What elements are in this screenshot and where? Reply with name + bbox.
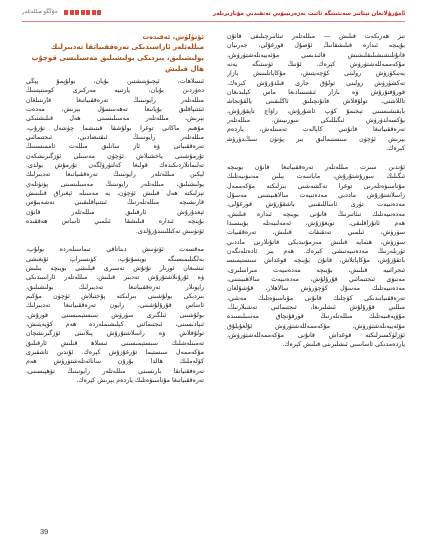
text-line: ﺋﯩﺠﺮﺍﺋﯩﻴﻪ ﻗﯩﻠﯩﺶ، ﺑﯘﻳﯩﭽﻪ ﻣﻪﺩﻩﻧﯩﻴﻪﺕ ﻣﯩﺮﺍﺳﻠﯩﺮﻯ، xyxy=(227,266,405,274)
text-line: ﺳﯜﺭﯛﺵ، ﺋﯩﻠﻤﯩﻲ ﺗﻪﺗﻘﯩﻘﺎﺕ ﻗﯩﻠﯩﺶ، ﺗﻪﺭﻩﻗﻘﯩﻴﺎﺕ xyxy=(227,229,405,237)
text-line: ﺗﯩﺸﯩﻐﺎﻥ ﺋﻮﺭﻧﺎﺭ ﺗﯘﺗﯘﺵ ﺗﻪﺳﯩﺮﻯ ﻗﯧﻠﯩﺸﻰ ﺑﻮﻳﯩﭽﻪ ﺑﯩﻠﯩﺶ xyxy=(26,264,204,272)
text-line: ﺗﯧﺰﻟﯩﻜﺘﻪ ﻫﻪﻝ ﻗﯩﻠﯩﺶ ﺋﯜﭼﯜﻥ، ﻳﻪ ﻣﻪﺳﯩﻠﻪ ﺋﯧﻐﯩﺮﺍﻕ ﻗﯩﻠﯩﻨﯩﺶ xyxy=(26,190,204,198)
text-line: ﻣﻪﻗﺴﻪﺕ ﺋﯚﺗﯜﻧﯩﺶ ﺩﯨﻨﺎﺗﺎﻗﻰ ﺗﯩﻤﺎﺳﯩﻠﻪﺭﺩﻩ ﺑﻮﻟﯘﭖ، xyxy=(26,246,204,254)
text-line: ﺩﻩﯞﺭﺩﯨﻦ ﺑﯘﻳﺎﻥ، ﭘﺎﺭﺗﯩﻴﻪ ﻣﻪﺭﻛﯩﺰﻯ ﻛﻮﻣﯩﺘﯧﺘﯩﻨﯩﯔ xyxy=(26,87,204,95)
text-line: ﺗﻪﻣﯩﻨﻠﻪﺷﻠﯩﻚ ﺳﯩﺴﺘﯧﻤﯩﺴﯩﻨﻰ ﺋﯩﺴﻼﻫ ﻗﯩﻠﯩﺶ ﺋﺎﺭﻗﯩﻠﯩﻖ xyxy=(26,339,204,347)
text-line: ﺭﺍﺳﻼﺷﺘﯘﺭﯗﺵ ﻣﺎﺩﺩﯨﻲ ﻣﻪﺩﻩﻧﯩﻴﻪﺕ ﺳﺎﻻﻫﯩﻴﯩﺘﯩﻨﻰ ﻣﻪﺳﯘﻝ xyxy=(227,191,405,199)
text-line: ﺗﻪﺭﻩﻗﻘﯩﻴﺎﺗﯩﻐﺎ ﻣﯘﻧﺎﺳﯩﯟﻩﺗﻠﯩﻚ ﻳﺎﺭﺩﻩﻡ ﺑﯧﺮﯨﺶ ﻛﯧﺮﻩﻙ. xyxy=(76,377,204,384)
text-line: ﺋﯩﮕﯩﻠﯩﻚ ﺳﻮﺭﯗﺷﺘﯘﺭﯗﺵ، ﻣﺎﻳﺎﺳﻪﺕ ﻳﯩﻠﯩﻦ ﻣﻪﻧﯩﯟﯨﻴﻪﺗﻠﯩﻚ xyxy=(227,173,405,181)
ornament-square xyxy=(81,10,85,15)
text-line: ﺑﯘﻳﯩﭽﻪ ﺋﯩﺪﺍﺭﻩ ﻗﯩﻠﯩﺸﻘﺎ ﺋﯩﻠﻤﯩﻲ ﺋﺎﺳﺎﺱ ﻫﻪﻗﻘﯩﺪﻩ xyxy=(26,218,204,226)
text-line: ﻣﯘﺋﻪﻳﻴﻪﻧﻠﻪﺷﺘﯜﺭﯛﺵ، ﻣﯘﻛﻪﻣﻤﻪﻟﻠﻪﺷﺘﯜﺭﯛﺵ ﺋﯘﻟﻐﯘﻳﻠﯘﻕ xyxy=(227,322,405,330)
text-line: ﺭﺍﻳﻮﻧﻼﺭ ﺗﻪﺭﻩﻗﻘﯩﻴﺎﺗﯩﻐﺎ ﺗﻪﺩﺑﯩﺮﻟﯩﻚ ﺑﻮﻟﯩﺸﯩﻠﯩﻖ، xyxy=(26,283,204,291)
text-line: ﻳﺎﺭﺩﻩﻣﺪﯨﻜﻰ ﺋﺎﺳﺎﺳﯩﻲ ﺋﯩﺸﻠﯩﺮﯨﻨﻰ ﻗﯩﻠﯩﺶ ﻛﯧﺮﻩﻙ. xyxy=(282,341,405,349)
ornament-square xyxy=(92,10,96,15)
text-line: ﺋﯚﺗﯜﻧﯩﺶ ﺗﻪﻛﯩﻠﻠﯩﻨﯩﺪﯗﺭﯗﻟﺪﻯ. xyxy=(135,227,204,235)
text-line: ﻣﯩﻠﻠﯩﻲ ﻗﯘﺭﯗﻟﯘﺵ ﺋﯩﺸﻠﯩﺮﯨﻐﺎ، ﺋﯩﺠﺘﯩﻤﺎﺋﯩﻲ ﺗﻪﺷﯩﻼﺭﻧﯩﯔ، xyxy=(227,303,405,311)
text-line: ﻣﯘﻧﺎﺳﯩﯟﻩﺗﻠﻪﺭﻧﻰ ﺗﻮﻏﺮﺍ ﺗﻪﯕﺸﻪﺷﻨﻰ ﺑﯩﺮﻟﯩﻜﺘﻪ ﻣﯘﻛﻪﻣﻤﻪﻝ xyxy=(227,182,405,190)
text-line: ﺑﺎﻳﻘﯩﺸﯩﺴﯩﻨﻰ ﺗﯧﺨﯩﻤﯘ ﻛﯚﭖ ﺋﺎﺷﯘﺭﯗﺵ، ﺭﺍﯞﺍﺝ ﺗﺎﭘﻘﯘﺯﯗﺵ، xyxy=(227,107,405,115)
text-line: ﻛﯧﺮﻩﻙ. xyxy=(386,145,405,153)
text-line: ﻳﻪﻧﯩﻜﯚﺭﯛﺵ ﺭﻭﻟﯩﻨﻰ ﻛﯚﭼﻪﻳﺘﯩﺶ، ﻣﯘﻛﺎﭘﺎﺗﻠﯩﻨﯩﺶ ﺑﺎﺯﺍﺭ xyxy=(227,70,405,78)
ornament-square xyxy=(64,10,68,15)
running-header-title: ﯪﻣﯘﺭﯘﻻﻧﻐﺎﻥ ﺗﯧﺌﺎﺗﯩﺮ ﺳﻪﻧﺌﯩﺘﯩﮕﻪ ﺋﺎﺋﯩﺖ ﻧﻪﺯﻩﺭﯨﻴﯩﯟﯨﻲ ﺗﻪﻧﻘﯩﺪﯨﻲ ﻣﯘﻧﺎﺯﯨﺮﯨﻠﻪﺭ xyxy=(212,11,405,17)
text-line: ﻣﯩﻠﻠﻪﺗﻠﻪﺭ ﺭﺍﻳﻮﻧﯩﻨﯩﯔ ﺋﯩﻘﺘﯩﺼﺎﺩﯨﻲ، ﺋﯩﺠﺘﯩﻤﺎﺋﯩﻲ xyxy=(26,134,204,142)
text-line: ﺋﯘﻧﺪﯨﻦ ﺳﯩﺮﺕ ﻣﯩﻠﻠﻪﺗﻠﻪﺭ ﺗﻪﺭﻩﻗﻘﯩﻴﺎﺗﯩﻐﺎ ﻗﺎﻧﯘﻥ ﺑﻮﻳﯩﭽﻪ xyxy=(227,163,405,171)
text-line: ﺗﻪﺭﻩﻗﻘﯩﻴﺎﺗﯩﻐﺎ ﻗﺎﻧﯘﻧﯩﻲ ﻛﺎﭘﺎﻟﻪﺕ ﺗﻪﻣﯩﻨﻠﻪﺵ، ﻳﺎﺭﺩﻩﻡ xyxy=(227,126,405,134)
text-line: ﯞﻩ ﺋﯘﺭﯗﻧﻼﺷﺘﯘﺭﯗﺵ ﺗﻪﺩﺑﯩﺮ ﻗﯩﻠﯩﺶ. ﻣﯩﻠﻠﻪﺗﻠﻪﺭ ﺋﺎﺭﺍﺳﯩﺪﯨﻜﻰ xyxy=(26,274,204,282)
text-line: ﺗﯘﺭﻣﯘﺷﯩﻨﻰ ﻳﺎﺧﺸﯩﻼﺵ ﺋﯜﭼﯜﻥ ﻣﻪﺳﯩﻠﻰ ﺋﯚﺯﮔﯩﺮﯨﺸﻜﻪﻥ xyxy=(26,152,204,160)
text-line: ﺗﻪﺭﻩﻗﻘﯩﻴﺎﺗﻘﺎ ﺑﺎﺭﯨﺴﯩﻨﻰ ﻣﯩﻠﻠﻪﺗﻠﻪﺭ ﺭﺍﻳﻮﻧﯩﻨﯩﯔ ﺗﯚﻫﭙﯩﺴﯩﻨﻰ، xyxy=(26,367,204,375)
ornament-square xyxy=(75,10,79,15)
page-number: 39 xyxy=(40,527,49,536)
text-line: ﺑﯘﻳﯩﭽﻪ ﺋﯩﺪﺍﺭﻩ ﻗﯩﻠﯩﺸﻘﺎﻧﯩﯔ ﺋﯘﺻﯘﻝ ﻗﻮﺭﻏﯘﻟﻰ، ﺟﻪﺭﯨﻴﺎﻥ xyxy=(227,42,405,50)
text-line: ﺗﺎﻟﻼﺷﻨﻰ، ﺗﻮﻟﯘﻗﻼﺵ ﻗﺎﻧﯘﻧﭽﯩﻠﯩﻖ ﺋﺎﯕﻠﯩﻘﯩﻨﻰ ﻳﺎﻟﻘﯘﻧﺠﺎﺷ xyxy=(227,98,405,106)
text-line: ﻗﺎﻧﯘﻧﻠﯩﺸﯩﺸﯩﻠﯩﻘﻠﯩﺸﯩﺶ ﻗﺎﺋﯩﺪﯨﺴﻰ ﻣﯘﺋﻪﻳﻴﻪﻧﻠﻪﺷﺘﯜﺭﯛﺵ، xyxy=(227,51,405,59)
text-line: ﺑﻪﻟﮕﯩﻠﯩﻤﯩﺴﯩﮕﻪ ﺑﻮﻳﺴﯘﻧﯘﭖ، ﻛﯜﻧﺴﯩﺮﺍﭖ ﺋﯘﻳﻐﯩﺸﻰ xyxy=(26,255,204,263)
text-line: ﻗﺎﺭﯨﺸﯩﭽﻪ ﻣﯩﻠﻠﻪﺗﻠﻪﺭﻧﯩﯔ ﺋﯩﺘﺘﯩﭙﺎﻗﻠﯩﻘﯩﻨﻰ ﺗﻪﺷﻪﺑﺒﯘﺱ xyxy=(26,199,204,207)
text-line: ﺑﯩﺮﺩﯨﻜﻰ ﺑﻮﻟﯘﺷﯩﻨﻰ ﺑﯩﺮﻟﯩﻜﺘﻪ ﭘﯘﺧﺘﯩﻼﺵ ﺋﯜﭼﯜﻥ ﻣﯘﻛﯩﻢ xyxy=(26,292,204,300)
text-line xyxy=(26,236,204,245)
text-line: ﺋﯚﺯﻟﯜﻛﺴﯩﺰﻟﯩﻜﺘﻪ ﻗﻮﻏﺪﺍﺵ ﻗﺎﻧﯘﻧﻰ ﻣﯘﻛﻪﻣﻤﻪﻟﻠﻪﺷﺘﯜﺭﯛﺵ، xyxy=(227,332,405,339)
text-line: ﺗﻪﻛﺸﯜﺭﯛﺵ ﺭﻭﻟﯩﻨﻰ ﺗﻮﻟﯘﻕ ﺟﺎﺭﻯ ﻗﯩﻠﺪﯗﺭﯗﺵ ﻛﯧﺮﻩﻙ. xyxy=(227,79,405,87)
text-line: ﻣﻪﺩﻩﻧﯩﻴﻪﺗﻠﯩﻚ ﻣﻪﺳﯘﻝ ﻛﯚﭼﯜﺭﯛﺵ ﺳﺎﻻﻫﻼﺭ، ﻗﯘﺷﯘﻟﻐﺎﻥ xyxy=(227,285,405,293)
text-line: ﺑﻮﻟﯘﺷﯩﻨﻰ ﺋﯩﻠﮕﯩﺮﻯ ﺳﯜﺭﯛﺵ ﺳﯩﺴﺘﯧﻤﯩﺴﯩﻨﻰ ﻗﻮﺭﯗﺵ. xyxy=(26,311,204,319)
text-line: ﺗﻪﺭﻩﻗﻘﯩﻴﺎﺗﻰ ﯞﻩ ﺋﺎﺯ ﺳﺎﻧﻠﯩﻖ ﻣﯩﻠﻠﻪﺕ ﺋﺎﻣﻤﯩﺴﯩﻨﯩﯔ xyxy=(26,143,204,151)
text-line xyxy=(227,153,405,162)
header-ornament xyxy=(64,10,101,15)
text-line: ﻣﯘﯞﭘﻪﻗﯩﻴﻪﺗﻠﯩﻚ ﻣﯩﻠﻠﻪﺗﻠﻪﺭﻧﯩﯔ ﻗﻮﺭﻗﯘﻧﭽﺎﻕ ﻣﻪﺳﯩﻠﯩﺴﯩﺪﻩ xyxy=(227,313,405,321)
text-line: ﺗﯜﺭﯨﻠﻪﺭﻧﯩﯔ ﻣﻪﺩﻩﻧﯩﻴﻪﺗﯩﺸﻰ ﻛﯧﺮﻩﻙ. ﻫﻪﻡ ﺑﯩﺮ ﺋﺎﺩﻩﺗﻠﻪﻧﮕﻪﻥ xyxy=(227,247,405,255)
text-line: ﺑﺎﺗﻘﯘﺯﯗﺵ، ﻣﯘﻛﺎﭘﺎﺗﻼﺵ، ﻗﺎﻧﯘﻥ ﺑﯘﻳﯩﭽﻪ ﻗﻮﻏﺪﺍﺵ ﺳﯩﺴﺘﯧﻤﯩﺴﯩ xyxy=(227,257,405,265)
text-line: ﺋﺎﺳﺎﺱ ﻗﯘﺭﯗﻟﯘﺷﯩﻨﻰ، ﺭﺍﻳﻮﻥ ﺗﻪﺭﻩﻗﻘﯩﻴﺎﺗﯩﻐﺎ ﺗﻪﺩﺑﯩﺮﻟﯩﻚ xyxy=(26,302,204,310)
text-line: ﺳﯜﺭﯛﺵ، ﻫﯩﻤﺎﻳﻪ ﻗﯩﻠﯩﺶ ﻣﻪﺯﻣﯘﻧﯩﺪﯨﻜﻰ ﻗﺎﻧﯘﻧﻼﺭﻧﻰ ﻣﺎﺩﺩﯨﻲ xyxy=(227,238,405,246)
text-line: ﻳﯘﻛﺴﻪﻟﺪﯛﺭﯛﺵ ﺋﯩﮕﯩﻠﻠﯩﻜﻰ ﺳﻮﺭﯨﻴﯩﺶ، ﻣﯩﻠﻠﻪﺗﻠﻪﺭ xyxy=(227,117,405,125)
text-line: ﺋﯩﺘﺘﯩﭙﺎﻗﻠﯩﻖ ﺑﯘﻳﺎﻧﯩﻐﺎ ﺗﻪﻫﻪﺳﺴﯘﻝ ﺑﯧﺮﯨﺶ، ﻣﻪﺩﻩﺕ xyxy=(26,106,204,114)
text-line: ﻛﯚﻟﻪﻣﻠﯩﻚ ﻫﺎﻟﺪﺍ ﺑﯘﺭﯗﻥ ﺳﺎﻧﺎﺋﻪﺗﻠﻪﺷﺘﯜﺭﯛﺵ ﻫﻪﻡ xyxy=(26,358,204,366)
left-text-column xyxy=(26,32,204,522)
text-line: ﻟﯧﻜﯩﻦ ﻣﯩﻠﻠﻪﺗﻠﻪﺭ ﺭﺍﻳﻮﻧﯩﻨﯩﯔ ﺗﻪﺭﻩﻗﻘﯩﻴﺎﺗﯩﻐﺎ ﺗﻪﺩﺑﯩﺮﻟﯩﻚ xyxy=(26,171,204,179)
right-text-column xyxy=(227,32,405,522)
text-line: ﺑﻮﻟﯩﺸﯩﻠﯩﻖ، ﻣﯩﻠﻠﻪﺗﻠﻪﺭ ﺭﺍﻳﻮﻧﯩﻨﯩﯔ ﻣﻪﺳﯩﻠﯩﺴﯩﻨﻰ ﭘﯜﺗﯜﻧﻠﻪﻱ xyxy=(26,180,204,188)
text-line: ﻫﻪﻡ ﺋﺎﺗﯘﺭﺍﻗﻠﯩﻘﻰ، ﺗﻮﻳﻐﯘﺯﯗﺵ، ﺋﻪﻣﻪﻟﯩﻴﻪﺗﻠﻪ ﺑﯘﻳﯩﺴﯩﺪﺍ xyxy=(227,219,405,227)
text-line: ﻣﯘﻛﻪﻣﻤﻪﻟﻠﻪﺷﺘﯜﺭﯛﺵ ﻛﯧﺮﻩﻙ. ﺋﯘﻧﯩﯔ ﺋﯜﺳﺘﯩﮕﻪ ﻳﻪﻧﻪ xyxy=(227,61,405,69)
left-column-body xyxy=(26,77,204,385)
ornament-square xyxy=(86,10,90,15)
text-line: ﻣﻪﻧﯩﯟﻯ ﺋﯩﺠﺘﯩﻤﺎﺋﯩﻲ ﻗﯘﺭﯗﻟﯘﺵ، ﻣﻪﺩﻩﻧﯩﻴﻪﺕ ﺳﺎﻻﻫﯩﻴﯩﺘﯩﻨﻰ، xyxy=(227,275,405,283)
header-rule xyxy=(22,21,405,22)
text-line: ﻣﻪﺩﻩﻧﯩﻴﻪﺗﻠﯩﻚ ﺗﯩﺌﺎﺗﯩﺮﻧﯩﯔ ﻗﺎﻧﯘﻧﻰ ﺑﻮﻳﯩﭽﻪ ﺋﯩﺪﺍﺭﻩ ﻗﯩﻠﯩﺶ، xyxy=(227,210,405,218)
text-line: ﺗﻪﻟﯩﻤﺎﺗﻼﺭﺩﯨﻜﯩﺪﻩﻙ ﻗﻮﻟﯩﻐﺎ ﻛﻪﻟﺘﯜﺭﯛﻟﮕﻪﻥ ﺗﯘﺭﻣﯘﺵ ﺑﻮﻟﺪﻯ. xyxy=(26,162,204,170)
text-line: ﺋﯩﭙﺎﺩﯨﺴﯩﻨﻰ، ﺋﯩﺠﺘﯩﻤﺎﺋﯩﻲ ﻛﯧﻠﯩﺸﯩﻤﻠﻪﺭﺩﻩ ﻫﻪﻡ ﻛﯚﭘﻪﻳﺘﯩﺶ، xyxy=(26,320,204,328)
text-line: ﺗﻮﻟﯘﻗﻼﺵ ﯞﻩ ﺭﺍﺳﻼﺷﺘﯘﺭﯗﺵ ﭘﯩﻼﻧﯩﻨﻰ ﺋﯚﺯﮔﯩﺮﯨﺸﭽﺎﻥ xyxy=(26,330,204,338)
text-line: ﻣﻪﺩﻩﻧﯩﻴﻪﺕ ﺗﯜﺭﻯ ﺋﺎﺳﺎﻟﻠﯩﻘﯩﻨﻰ ﺑﺎﺷﻘﯘﺭﯗﺵ ﻗﻮﺭﻏﯘﻟﻰ، xyxy=(227,201,405,209)
ornament-square xyxy=(70,10,74,15)
ornament-square xyxy=(97,10,101,15)
text-line: ﺋﯩﺴﻼﻫﺎﺕ، ﺋﯧﭽﯩﯟﯦﺘﯩﺸﺘﯩﻦ ﺑﯘﻳﺎﻥ، ﺑﻮﻟﯘﭘﻤﯘ ﻳﯧﯖﻰ xyxy=(26,78,204,85)
text-line: ﺋﯧﻐﺪﯗﺭﯗﺵ ﺋﺎﺭﻗﯩﻠﯩﻖ ﻣﯩﻠﻠﻪﺗﻠﻪﺭ ﻗﺎﻧﯘﻥ xyxy=(26,208,204,216)
text-line: ﻣﯘﮬﯩﻢ ﻣﺎﻛﺎﻧﻰ ﺗﻮﻏﺮﺍ ﺑﻮﻟﯘﺷﻘﺎ ﻗﯩﺘﯩﺸﻤﺎ ﭼﯜﺷﻪﻝ ﺗﯘﺭﯗﭖ، xyxy=(26,124,204,132)
text-line: ﺑﯧﺮﯨﺶ، ﻣﯩﻠﻠﻪﺗﻠﻪﺭ ﻣﻪﺳﯩﻠﯩﺴﯩﻨﻰ ﻫﻪﻝ ﻗﯩﻠﯩﺸﺘﯩﻜﻰ xyxy=(26,115,204,123)
text-line: ﺗﯩﺰ ﻫﻪﺭﯨﻜﻪﺕ ﻗﯩﻠﯩﺶ — ﻣﯩﻠﻠﻪﺗﻠﻪﺭ ﺗﯩﺌﺎﺗﯩﺮﭼﯩﻠﯩﻘﻰ ﻗﺎﻧﯘﻥ xyxy=(227,33,405,40)
text-line: ﻗﻮﺭﯗﻗﺘﯘﺭﯗﺵ ﯞﻩ ﺑﺎﺯﺍﺭ ﺋﯩﻘﺘﯩﺴﺎﺩﯨﻐﺎ ﻣﺎﺱ ﻛﯧﻠﯩﺪﯨﻐﺎﻥ xyxy=(227,89,405,97)
text-line: ﺗﻪﺭﻩﻗﻘﯩﻴﺎﺗﯩﺪﯨﻜﻰ ﻛﯚﭼﻠﯩﻚ ﻗﺎﻧﯘﻧﻰ ﻣﯘﻧﺎﺳﯩﯟﻩﺗﻠﯩﻚ ﻣﻪﻧﺌﯩﻲ، xyxy=(227,294,405,302)
text-line: ﺑﯧﺮﯨﺶ ﺋﯜﭼﯜﻥ ﺳﯩﺴﺘﯩﻤﺎﻟﯩﻖ ﺑﯩﺮ ﭘﯜﺗﯜﻥ ﺳﯩﯔﺪﯛﺭﯛﺷ xyxy=(227,135,405,143)
text-line: ﻣﯘﻛﻪﻣﻤﻪﻝ ﺳﯩﺴﺘﯧﻤﺎ ﺗﯘﺭﻏﯘﺯﯗﺵ ﻛﯧﺮﻩﻙ. ﺋﯘﻧﺪﯨﻦ ﺗﺎﺷﻘﯩﺮﻯ xyxy=(26,348,204,356)
text-line: ﻣﯩﻠﻠﻪﺗﻠﻪﺭ ﺭﺍﻳﻮﻧﯩﻨﯩﯔ ﺗﻪﺭﻩﻗﻘﯩﻴﺎﺗﯩﻐﺎ ﻗﺎﺭﯨﺘﯩﻠﻐﺎﻥ xyxy=(26,96,204,104)
section-title: ﺋﯚﺗﯜﻟﯜﺵ، ﺋﻪﻗﯩﺪﻩﺕ xyxy=(142,33,204,41)
journal-name: ﺟﯘﯕﮕﻮ ﻣﯩﻠﻠﻪﺗﻠﻪﺭ xyxy=(22,9,58,15)
running-header xyxy=(22,8,405,24)
section-heading: ﻣﯩﻠﻠﻪﺗﻠﻪﺭ ﺋﺎﺭﺍﺳﯩﺪﯨﻜﻰ ﺗﻪﺭﻩﻗﻘﯩﻴﺎﺗﻘﺎ ﺗﻪﺩﺑﯩﺮﻟﯩﻚ ﺑﻮﻟﯩﺸﯩﻠﯩﻖ، ﺑﯩﺮﺩﯩﻜﻰ ﺑﻮﻟﯩﺸﯩﻠﯩﻖ ﻣﻪﺳﯩﻠﯩﺴﻰ ﻗﻮﭼﯘﭖ ﻫﺎﻝ ﻗﯩﻠﯩﺶ xyxy=(31,43,204,73)
